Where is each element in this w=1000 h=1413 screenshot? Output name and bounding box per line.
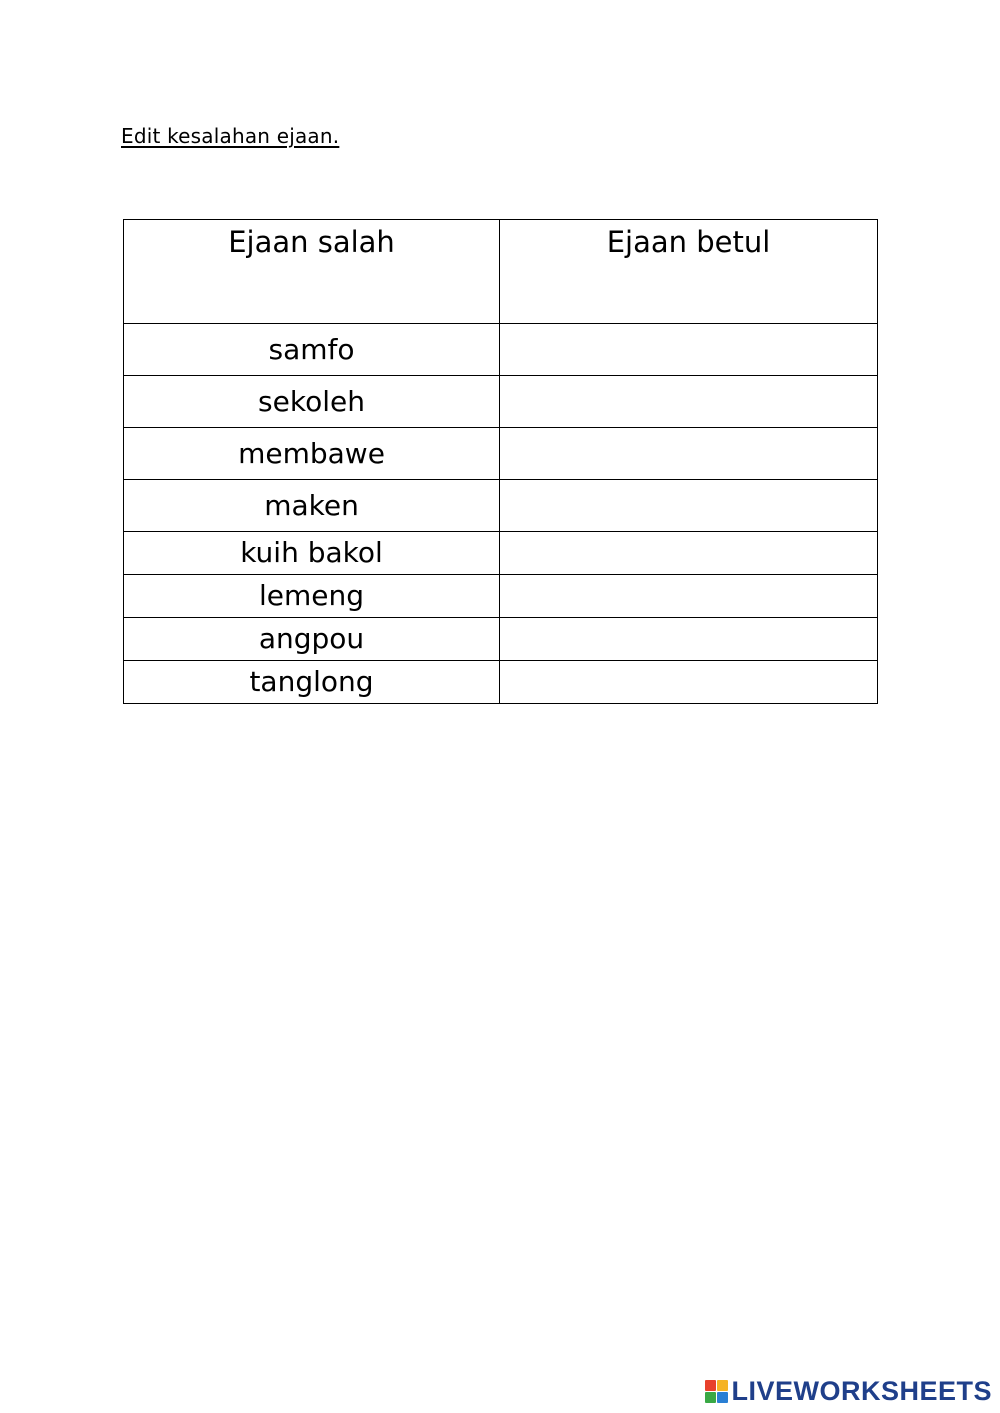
wrong-spelling-cell: tanglong	[124, 661, 500, 704]
table-row	[124, 532, 878, 575]
wrong-spelling-cell: angpou	[124, 618, 500, 661]
header-correct-spelling: Ejaan betul	[500, 220, 878, 324]
spelling-table	[123, 219, 878, 704]
table-row	[124, 376, 878, 428]
liveworksheets-logo-icon	[705, 1380, 728, 1403]
answer-cell[interactable]	[500, 661, 878, 704]
answer-cell[interactable]	[500, 575, 878, 618]
wrong-spelling-cell: sekoleh	[124, 376, 500, 428]
logo-square-green	[705, 1392, 716, 1403]
answer-cell[interactable]	[500, 480, 878, 532]
instruction-text: Edit kesalahan ejaan.	[121, 124, 340, 148]
table-row	[124, 324, 878, 376]
liveworksheets-watermark	[705, 1376, 992, 1407]
wrong-spelling-cell: lemeng	[124, 575, 500, 618]
answer-cell[interactable]	[500, 324, 878, 376]
watermark-text: LIVEWORKSHEETS	[731, 1376, 992, 1406]
wrong-spelling-cell: kuih bakol	[124, 532, 500, 575]
table-row	[124, 575, 878, 618]
wrong-spelling-cell: maken	[124, 480, 500, 532]
table-row	[124, 661, 878, 704]
header-wrong-spelling: Ejaan salah	[124, 220, 500, 324]
answer-cell[interactable]	[500, 376, 878, 428]
logo-square-yellow	[717, 1380, 728, 1391]
answer-cell[interactable]	[500, 532, 878, 575]
wrong-spelling-cell: samfo	[124, 324, 500, 376]
logo-square-blue	[717, 1392, 728, 1403]
table-row	[124, 618, 878, 661]
table-header-row	[124, 220, 878, 324]
answer-cell[interactable]	[500, 618, 878, 661]
answer-cell[interactable]	[500, 428, 878, 480]
table-row	[124, 480, 878, 532]
logo-square-red	[705, 1380, 716, 1391]
table-row	[124, 428, 878, 480]
wrong-spelling-cell: membawe	[124, 428, 500, 480]
